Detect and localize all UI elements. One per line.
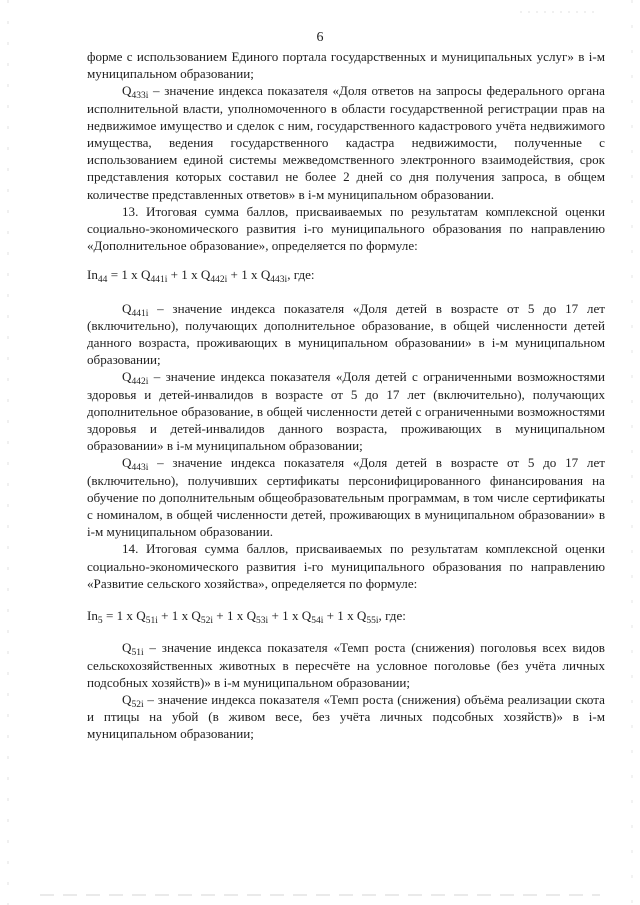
paragraph: 14. Итоговая сумма баллов, присваиваемых по результатам комплексной оценки социально-экономического развития i-го муниципального образования по направлению «Развитие сельского хозяйства», определяется по формуле: [87, 541, 605, 591]
formula: $In_{44} = 1$ x $Q_{441i} + 1$ x $Q_{442i} + 1$ x $Q_{443i}$, где: [87, 267, 315, 286]
paragraph: $Q_{52i}$ – значение индекса показателя «Темп роста (снижения) объёма реализации скота и птицы на убой (в живом весе, без учёта личных подсобных хозяйств)» в i-м муниципальном образовании; [87, 691, 605, 742]
paragraph: $Q_{51i}$ – значение индекса показателя «Темп роста (снижения) поголовья всех видов сельскохозяйственных животных в пересчёте на условное поголовье (без учёта личных подсобных хозяйств)» в i-м муниципальном образовании; [87, 640, 605, 690]
paragraph: 13. Итоговая сумма баллов, присваиваемых по результатам комплексной оценки социально-экономического развития i-го муниципального образования по направлению «Дополнительное образование», определяется по формуле: [87, 203, 605, 254]
paragraph: $Q_{441i}$ – значение индекса показателя «Доля детей в возрасте от 5 до 17 лет (включительно), получающих дополнительное образование, в общей численности детей данного возраста, проживающих в муниципальном образовании» в i-м муниципальном образовании; [87, 300, 605, 368]
page-number: 6 [316, 30, 324, 45]
paragraph: форме с использованием Единого портала государственных и муниципальных услуг» в i-м муниципальном образовании; [87, 49, 605, 82]
paragraph: $Q_{433i}$ – значение индекса показателя «Доля ответов на запросы федерального органа исполнительной власти, уполномоченного в области государственной регистрации прав на недвижимое имущество и сделок с ним, государственного кадастрового учёта недвижимого имущества, ведения государственного кадастра недвижимости, полученные с использованием единой системы межведомственного электронного взаимодействия, срок представления которых составил не более 2 дней со дня получения запроса, в общем количестве представленных ответов» в i-м муниципальном образовании. [87, 83, 605, 202]
paragraph: $Q_{443i}$ – значение индекса показателя «Доля детей в возрасте от 5 до 17 лет (включительно), получивших сертификаты персонифицированного финансирования на обучение по дополнительным общеобразовательным программам, в том числе сертификаты с номиналом, в общей численности детей, проживающих в муниципальном образовании» в i-м муниципальном образовании. [87, 455, 605, 540]
paragraph: $Q_{442i}$ – значение индекса показателя «Доля детей с ограниченными возможностями здоровья и детей-инвалидов в возрасте от 5 до 17 лет (включительно), получающих дополнительное образование, в общей численности детей с ограниченными возможностями здоровья и детей-инвалидов данного возраста, проживающих в муниципальном образовании» в i-м муниципальном образовании; [87, 369, 605, 454]
formula: $In_5 = 1$ x $Q_{51i} + 1$ x $Q_{52i} + 1$ x $Q_{53i} + 1$ x $Q_{54i} + 1$ x $Q_{55i}$, где: [87, 608, 406, 627]
document-body [87, 48, 605, 743]
